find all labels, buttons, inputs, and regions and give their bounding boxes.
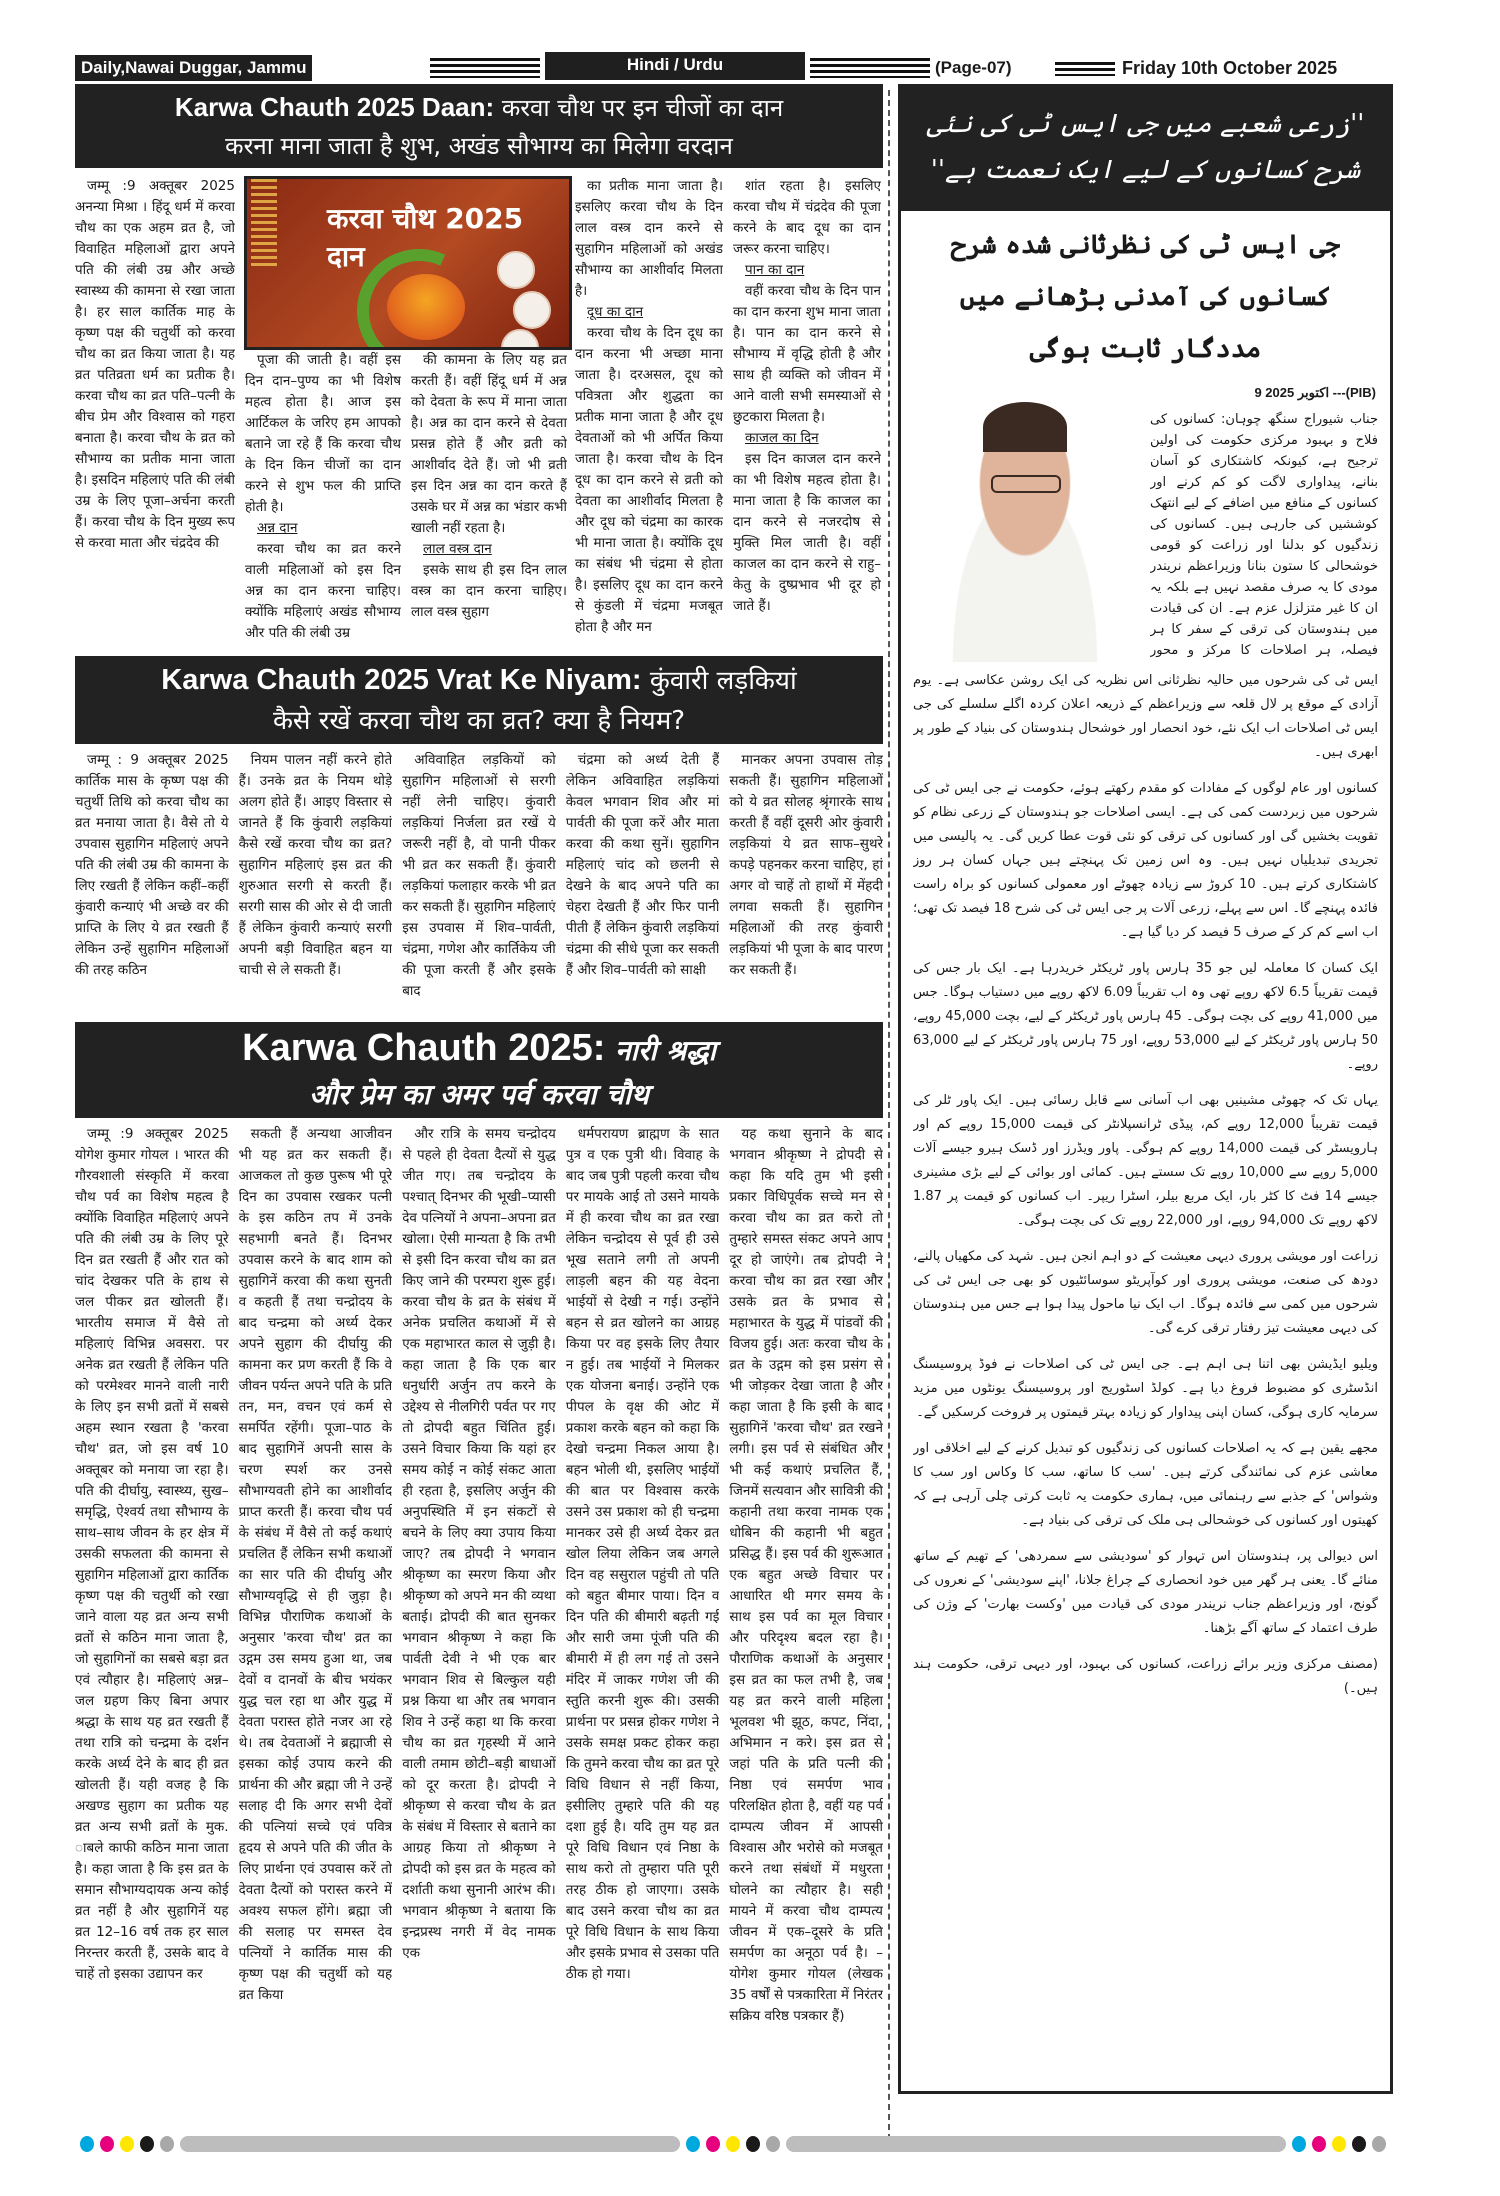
article1-columns-4-5 — [575, 176, 881, 646]
article1-column-1 — [75, 176, 235, 646]
article1-column-4 — [575, 176, 723, 646]
article1-col2-text-b: करवा चौथ का व्रत करने वाली महिलाओं को इस दिन अन्न का दान करना चाहिए। क्योंकि महिलाएं अखंड सौभाग्य और पति की लंबी उम्र — [245, 541, 401, 641]
urdu-intro: جناب شیوراج سنگھ چوہان: کسانوں کی فلاح و بہبود مرکزی حکومت کی اولین ترجیح ہے، کیونکہ کاشتکاری کو آسان بنانے، پیداواری لاگت کو کم کرنے اور کسانوں کے منافع میں اضافے کے لیے انتھک کوششیں کی جارہی ہیں۔ کسانوں کی زندگیوں کو بدلنا اور زراعت کو قومی خوشحالی کا ستون بنانا وزیراعظم نریندر مودی کا یہ صرف مقصد نہیں ہے بلکہ یہ ان کا غیر متزلزل عزم ہے۔ ان کی قیادت میں ہندوستان کی ترقی کے سفر کا ہر فیصلہ، ہر اصلاحات کا مرکز و محور — [1150, 412, 1378, 658]
urdu-author-note: (مصنف مرکزی وزیر برائے زراعت، کسانوں کی بہبود، اور دیہی ترقی، حکومت ہند ہیں۔) — [913, 1657, 1378, 1696]
subheading-kajal-ka-din: काजल का दिन — [745, 430, 819, 446]
cyan-registration-mark — [80, 2136, 94, 2152]
yellow-registration-mark — [726, 2136, 740, 2152]
article1-col5-text: शांत रहता है। इसलिए करवा चौथ में चंद्रदेव की पूजा करने के बाद दूध का दान जरूर करना चाहिए। — [733, 178, 881, 257]
article1-col3-text: की कामना के लिए यह व्रत करती हैं। वहीं हिंदू धर्म में अन्न को देवता के रूप में माना जाता है। अन्न का दान करने से देवता प्रसन्न होते हैं और व्रती को आशीर्वाद देते हैं। जो भी व्रती इस दिन अन्न का दान करते हैं उसके घर में अन्न का भंडार कभी खाली नहीं रहता है। — [411, 352, 567, 536]
article3-column-1 — [75, 1124, 229, 2130]
article3-col2-text: सकती हैं अन्यथा आजीवन भी यह व्रत कर सकती हैं। आजकल तो कुछ पुरूष भी पूरे दिन का उपवास रखकर पत्नी के इस कठिन तप में उनके सहभागी बनते हैं। दिनभर उपवास करने के बाद शाम को सुहागिनें करवा की कथा सुनती व कहती हैं तथा चन्द्रोदय के बाद चन्द्रमा को अर्ध्य देकर अपने सुहाग की दीर्घायु की कामना कर प्रण करती हैं कि वे जीवन पर्यन्त अपने पति के प्रति तन, मन, वचन एवं कर्म से समर्पित रहेंगी। पूजा–पाठ के बाद सुहागिनें अपनी सास के चरण स्पर्श कर उनसे सौभाग्यवती होने का आशीर्वाद प्राप्त करती हैं। करवा चौथ पर्व के संबंध में वैसे तो कई कथाएं प्रचलित हैं लेकिन सभी कथाओं का सार पति की दीर्घायु और सौभाग्यवृद्धि से ही जुड़ा है। विभिन्न पौराणिक कथाओं के अनुसार 'करवा चौथ' व्रत का उद्गम उस समय हुआ था, जब देवों व दानवों के बीच भयंकर युद्ध चल रहा था और युद्ध में देवता परास्त होते नजर आ रहे थे। तब देवताओं ने ब्रह्माजी से इसका कोई उपाय करने की प्रार्थना की और ब्रह्मा जी ने उन्हें सलाह दी कि अगर सभी देवों की पत्नियां सच्चे एवं पवित्र हृदय से अपने पति की जीत के लिए प्रार्थना एवं उपवास करें तो देवता दैत्यों को परास्त करने में अवश्य सफल होंगे। ब्रह्मा जी की सलाह पर समस्त देव पत्नियों ने कार्तिक मास की कृष्ण पक्ष की चतुर्थी को यह व्रत किया — [238, 1126, 393, 2003]
article3-col4-text: धर्मपरायण ब्राह्मण के सात पुत्र व एक पुत्री थी। विवाह के बाद जब पुत्री पहली करवा चौथ पर मायके आई तो उसने मायके में ही करवा चौथ का व्रत रखा लेकिन चन्द्रोदय से पूर्व ही उसे भूख सताने लगी तो अपनी लाड़ली बहन की यह वेदना भाईयों से देखी न गई। उन्होंने बहन से व्रत खोलने का आग्रह किया पर वह इसके लिए तैयार न हुई। तब भाईयों ने मिलकर एक योजना बनाई। उन्होंने एक पीपल के वृक्ष की ओट में प्रकाश करके बहन को कहा कि देखो चन्द्रमा निकल आया है। बहन भोली थी, इसलिए भाईयों की बात पर विश्वास करके उसने उस प्रकाश को ही चन्द्रमा मानकर उसे ही अर्ध्य देकर व्रत खोल लिया लेकिन जब अगले दिन वह ससुराल पहुंची तो पति को बहुत बीमार पाया। दिन व दिन पति की बीमारी बढ़ती गई और सारी जमा पूंजी पति की बीमारी में ही लग गई तो उसने मंदिर में जाकर गणेश जी की स्तुति करनी शुरू की। उसकी प्रार्थना पर प्रसन्न होकर गणेश ने उसके समक्ष प्रकट होकर कहा कि तुमने करवा चौथ का व्रत पूरे विधि विधान से नहीं किया, इसीलिए तुम्हारे पति की यह दशा हुई है। यदि तुम यह व्रत पूरे विधि विधान एवं निष्ठा के साथ करो तो तुम्हारा पति पूरी तरह ठीक हो जाएगा। उसके बाद उसने करवा चौथ का व्रत पूरे विधि विधान के साथ किया और इसके प्रभाव से उसका पति ठीक हो गया। — [565, 1126, 720, 1982]
article3-col5-text: यह कथा सुनाने के बाद भगवान श्रीकृष्ण ने द्रोपदी से कहा कि यदि तुम भी इसी प्रकार विधिपूर्वक सच्चे मन से करवा चौथ का व्रत करो तो तुम्हारे समस्त संकट अपने आप दूर हो जाएंगे। तब द्रोपदी ने करवा चौथ का व्रत रखा और उसके व्रत के प्रभाव से महाभारत के युद्ध में पांडवों की विजय हुई। अतः करवा चौथ के व्रत के उद्गम को इस प्रसंग से भी जोड़कर देखा जाता है और कहा जाता है कि इसी के बाद सुहागिनें 'करवा चौथ' व्रत रखने लगी। इस पर्व से संबंधित और भी कई कथाएं प्रचलित हैं, जिनमें सत्यवान और सावित्री की कहानी तथा करवा नामक एक धोबिन की कहानी भी बहुत प्रसिद्ध हैं। इस पर्व की शुरूआत एक बहुत अच्छे विचार पर आधारित थी मगर समय के साथ इस पर्व का मूल विचार और परिदृश्य बदल रहा है। पौराणिक कथाओं के अनुसार इस व्रत का फल तभी है, जब यह व्रत करने वाली महिला भूलवश भी झूठ, कपट, निंदा, अभिमान न करे। इस व्रत से जहां पति के प्रति पत्नी की निष्ठा एवं समर्पण भाव परिलक्षित होता है, वहीं यह पर्व दाम्पत्य जीवन में आपसी विश्वास और भरोसे को मजबूत करने तथा संबंधों में मधुरता घोलने का त्यौहार है। सही मायने में करवा चौथ दाम्पत्य जीवन में एक–दूसरे के प्रति समर्पण का अनूठा पर्व है। – योगेश कुमार गोयल (लेखक 35 वर्षों से पत्रकारिता में निरंतर सक्रिय वरिष्ठ पत्रकार हैं) — [729, 1126, 883, 2024]
urdu-headline: ''زرعی شعبے میں جی ایس ٹی کی نئی شرح کسانوں کے لیے ایک نعمت ہے'' — [901, 87, 1390, 211]
article1-col2-text: पूजा की जाती है। वहीं इस दिन दान–पुण्य का भी विशेष महत्व होता है। आज इस आर्टिकल के जरिए हम आपको बताने जा रहे हैं कि करवा चौथ के दिन किन चीजों का दान करने से शुभ फल की प्राप्ति होती है। — [245, 352, 401, 515]
magenta-registration-mark — [100, 2136, 114, 2152]
gift-item-circle — [501, 329, 539, 350]
black-registration-mark — [140, 2136, 154, 2152]
article1-headline-en: Karwa Chauth 2025 Daan: — [174, 92, 495, 122]
registration-grey-bar — [786, 2136, 1286, 2152]
column-divider — [888, 90, 890, 2140]
article3-col3-text: और रात्रि के समय चन्द्रोदय से पहले ही देवता दैत्यों से युद्ध जीत गए। तब चन्द्रोदय के पश्चात् दिनभर की भूखी–प्यासी देव पत्नियों ने अपना–अपना व्रत खोला। ऐसी मान्यता है कि तभी से इसी दिन करवा चौथ का व्रत किए जाने की परम्परा शुरू हुई। करवा चौथ के व्रत के संबंध में अनेक प्रचलित कथाओं में से एक महाभारत काल से जुड़ी है। कहा जाता है कि एक बार धनुर्धारी अर्जुन तप करने के उद्देश्य से नीलगिरी पर्वत पर गए तो द्रोपदी बहुत चिंतित हुई। उसने विचार किया कि यहां हर समय कोई न कोई संकट आता ही रहता है, इसलिए अर्जुन की अनुपस्थिति में इन संकटों से बचने के लिए क्या उपाय किया जाए? तब द्रोपदी ने भगवान श्रीकृष्ण का स्मरण किया और श्रीकृष्ण को अपने मन की व्यथा बताई। द्रोपदी की बात सुनकर भगवान श्रीकृष्ण ने कहा कि पार्वती देवी ने भी एक बार भगवान शिव से बिल्कुल यही प्रश्न किया था और तब भगवान शिव ने उन्हें कहा था कि करवा चौथ का व्रत गृहस्थी में आने वाली तमाम छोटी–बड़ी बाधाओं को दूर करता है। द्रोपदी ने श्रीकृष्ण से करवा चौथ के व्रत के संबंध में विस्तार से बताने का आग्रह किया तो श्रीकृष्ण ने द्रोपदी को इस व्रत के महत्व को दर्शाती कथा सुनानी आरंभ की। भगवान श्रीकृष्ण ने बताया कि इन्द्रप्रस्थ नगरी में वेद नामक एक — [402, 1126, 556, 1961]
yellow-registration-mark — [120, 2136, 134, 2152]
portrait-glasses — [991, 475, 1061, 493]
issue-date: Friday 10th October 2025 — [1122, 58, 1338, 78]
article2-body — [75, 750, 883, 1015]
article3-column-2 — [239, 1124, 393, 2130]
print-registration-bar — [80, 2136, 1500, 2152]
article2-headline-en: Karwa Chauth 2025 Vrat Ke Niyam: — [161, 664, 642, 696]
article1-col1-text: जम्मू :9 अक्तूबर 2025 अनन्या मिश्रा । हिंदू धर्म में करवा चौथ का एक अहम व्रत है, जो विवाहित महिलाओं द्वारा अपने पति की लंबी उम्र और अच्छे स्वास्थ्य की कामना से रखा जाता है। हर साल कार्तिक माह के कृष्ण पक्ष की चतुर्थी को करवा चौथ का व्रत किया जाता है। यह व्रत पतिव्रता धर्म का प्रतीक है। करवा चौथ का व्रत पति–पत्नी के बीच प्रेम और विश्वास को गहरा बनाता है। करवा चौथ के व्रत को सौभाग्य का प्रतीक माना जाता है। इसदिन महिलाएं पति की लंबी उम्र के लिए पूजा–अर्चना करती हैं। करवा चौथ के दिन मुख्य रूप से करवा माता और चंद्रदेव की — [75, 178, 235, 551]
black-registration-mark — [746, 2136, 760, 2152]
edition-label: Hindi / Urdu — [545, 52, 805, 80]
gift-item-circle — [497, 251, 535, 289]
subheading-laal-vastra-daan: लाल वस्त्र दान — [423, 541, 492, 557]
article2-headline — [75, 656, 883, 744]
article2-column-2 — [239, 750, 393, 1015]
urdu-paragraph: یہاں تک کہ چھوٹی مشینیں بھی اب آسانی سے قابل رسائی ہیں۔ ایک پاور ٹلر کی قیمت تقریباً 12,000 روپے کم، پیڈی ٹرانسپلانٹر کی قیمت 15,000 روپے کم اور ہارویسٹر کی قیمت 14,000 روپے کم ہوگی۔ پاور ویڈرز اور ڈسک ہیرو جیسے آلات 5,000 روپے سے 10,000 روپے تک سستے ہیں۔ کمائی اور بوائی کے لیے بڑی مشینری جیسے 14 فٹ کا کٹر بار، ایک مربع بیلر، اسٹرا ریپر۔ اب کسانوں کو قیمت پر 1.87 لاکھ روپے تک 94,000 روپے، اور 22,000 روپے تک کی بچت ہوگی۔ — [913, 1093, 1378, 1228]
article1-col5-text-b: वहीं करवा चौथ के दिन पान का दान करना शुभ माना जाता है। पान का दान करने से सौभाग्य में वृद्धि होती है और साथ ही व्यक्ति को जीवन में आने वाली सभी समस्याओं से छुटकारा मिलता है। — [733, 283, 881, 425]
article3-headline-hi-2: और प्रेम का अमर पर्व करवा चौथ — [309, 1078, 649, 1111]
urdu-subheadline: جی ایس ٹی کی نظرثانی شدہ شرح کسانوں کی آمدنی بڑھانے میں مددگار ثابت ہوگی — [950, 230, 1341, 364]
urdu-paragraph: اس دیوالی پر، ہندوستان اس تہوار کو 'سودیشی سے سمردھی' کے تھیم کے ساتھ منائے گا۔ یعنی ہر گھر میں خود انحصاری کے چراغ جلانا، 'اپنے سودیشی' کے نعروں کی گونج، اور وزیراعظم جناب نریندر مودی کی قیادت میں 'وکست بھارت' کے وژن کی طرف اعتماد کے ساتھ آگے بڑھنا۔ — [913, 1549, 1378, 1636]
article2-column-1 — [75, 750, 229, 1015]
article3-headline-en: Karwa Chauth 2025: — [242, 1027, 606, 1069]
article1-column-3 — [411, 350, 567, 650]
article2-headline-hi-2: कैसे रखें करवा चौथ का व्रत? क्या है नियम? — [272, 706, 686, 736]
grey-registration-mark — [1372, 2136, 1386, 2152]
portrait-hair — [983, 402, 1067, 452]
article2-headline-hi-1: कुंवारी लड़कियां — [649, 666, 797, 696]
article1-col4-text-b: करवा चौथ के दिन दूध का दान करना भी अच्छा माना जाता है। दरअसल, दूध को पवित्रता और शुद्धता का प्रतीक माना जाता है और दूध देवताओं को भी अर्पित किया जाता है। करवा चौथ के दिन दूध का दान करने से व्रती को देवता का आशीर्वाद मिलता है और दूध को चंद्रमा का कारक भी माना जाता है। क्योंकि दूध का संबंध भी चंद्रमा से होता है। इसलिए दूध का दान करने से कुंडली में चंद्रमा मजबूत होता है और मन — [575, 325, 723, 635]
article2-col4-text: चंद्रमा को अर्ध्य देती हैं लेकिन अविवाहित लड़कियां केवल भगवान शिव और मां पार्वती की पूजा करें और माता करवा की कथा सुनें। सुहागिन महिलाएं चांद को छलनी से देखने के बाद अपने पति का चेहरा देखती हैं और फिर पानी पीती हैं लेकिन कुंवारी लड़कियां चंद्रमा की सीधे पूजा कर सकती हैं और शिव–पार्वती को साक्षी — [565, 752, 720, 978]
article1-col5-text-c: इस दिन काजल दान करने का भी विशेष महत्व होता है। माना जाता है कि काजल का दान करने से नजरदोष से मुक्ति मिल जाती है। वहीं काजल का दान करने से राहु–केतु के दुष्प्रभाव भी दूर हो जाते हैं। — [733, 451, 881, 614]
article1-headline-hi-1: करवा चौथ पर इन चीजों का दान — [501, 94, 784, 122]
karwa-pot-illustration — [387, 274, 465, 340]
urdu-body — [913, 669, 1378, 2083]
article2-col1-text: जम्मू : 9 अक्तूबर 2025 कार्तिक मास के कृष्ण पक्ष की चतुर्थी तिथि को करवा चौथ का व्रत मनाया जाता है। वैसे तो ये उपवास सुहागिन महिलाएं अपने पति की लंबी उम्र की कामना के लिए रखती हैं लेकिन कहीं–कहीं कुंवारी कन्याएं भी अच्छे वर की प्राप्ति के लिए ये व्रत रखती हैं लेकिन उन्हें सुहागिन महिलाओं की तरह कठिन — [75, 752, 229, 978]
urdu-article-panel — [898, 84, 1393, 2094]
black-registration-mark — [1352, 2136, 1366, 2152]
magenta-registration-mark — [1312, 2136, 1326, 2152]
urdu-paragraph: ویلیو ایڈیشن بھی اتنا ہی اہم ہے۔ جی ایس ٹی کی اصلاحات نے فوڈ پروسیسنگ انڈسٹری کو مضبوط فروغ دیا ہے۔ کولڈ اسٹوریج اور پروسیسنگ یونٹوں میں مزید سرمایہ کاری ہوگی، کسان اپنی پیداوار کو زیادہ بہتر قیمتوں پر فروخت کرسکیں گے۔ — [913, 1357, 1378, 1420]
article3-headline-hi-1: नारी श्रद्धा — [615, 1034, 716, 1067]
masthead-rule — [1055, 62, 1115, 76]
grey-registration-mark — [766, 2136, 780, 2152]
urdu-dateline: 9 اکتوبر 2025 ---(PIB) — [1254, 385, 1376, 400]
string-lights-decoration — [251, 179, 277, 269]
grey-registration-mark — [160, 2136, 174, 2152]
article2-column-5 — [729, 750, 883, 1015]
article2-column-4 — [566, 750, 720, 1015]
article1-columns-2-3 — [245, 350, 567, 650]
gift-item-circle — [513, 291, 551, 329]
urdu-paragraph: کسانوں اور عام لوگوں کے مفادات کو مقدم رکھتے ہوئے، حکومت نے جی ایس ٹی کی شرحوں میں زبردست کمی کی ہے۔ ایسی اصلاحات جو ہندوستان کے زرعی نظام کو تقویت بخشیں گی اور کسانوں کی ترقی کو نئی قوت عطا کریں گی۔ یہ پالیسی میں تجریدی تبدیلیاں نہیں ہیں۔ وہ اس زمین تک پہنچتے ہیں جہاں کسان ہر روز کاشتکاری کرتے ہیں۔ 10 کروڑ سے زیادہ چھوٹے اور معمولی کسانوں کو براہ راست فائدہ پہنچے گا۔ اس سے پہلے، زرعی آلات پر جی ایس ٹی کی شرح 18 فیصد تک تھی؛ اب اسے کم کر کے صرف 5 فیصد کر دیا گیا ہے۔ — [913, 781, 1378, 940]
urdu-paragraph: زراعت اور مویشی پروری دیہی معیشت کے دو اہم انجن ہیں۔ شہد کی مکھیاں پالنے، دودھ کی صنعت، مویشی پروری اور کوآپریٹو سوسائٹیوں کو بھی جی ایس ٹی کی شرحوں میں کمی سے فائدہ ہوگا۔ اب ایک نیا ماحول پیدا ہوا ہے جس میں ہندوستان کی دیہی معیشت تیز رفتار ترقی کرے گی۔ — [913, 1249, 1378, 1336]
article3-body — [75, 1124, 883, 2130]
article2-col3-text: अविवाहित लड़कियों को सुहागिन महिलाओं से सरगी नहीं लेनी चाहिए। कुंवारी लड़कियां निर्जला व्रत रखें ये जरूरी नहीं है, वो पानी पीकर भी व्रत कर सकती हैं। कुंवारी लड़कियां फलाहार करके भी व्रत कर सकती हैं। सुहागिन महिलाएं इस उपवास में शिव–पार्वती, चंद्रमा, गणेश और कार्तिकेय जी की पूजा करती हैं और इसके बाद — [402, 752, 556, 999]
article1-headline-hi-2: करना माना जाता है शुभ, अखंड सौभाग्य का मिलेगा वरदान — [225, 132, 733, 160]
image-title: करवा चौथ 2025 दान — [327, 202, 524, 273]
article1-column-2 — [245, 350, 401, 650]
urdu-paragraph: ایس ٹی کی شرحوں میں حالیہ نظرثانی اس نظریہ کی ایک روشن عکاسی ہے۔ یوم آزادی کے موقع پر لال قلعہ سے وزیراعظم کے ذریعہ اعلان کردہ اگلے سلسلے کی جی ایس ٹی اصلاحات اب ایک نئے، خود انحصار اور خوشحال ہندوستان کی بنیاد کے طور پر ابھری ہیں۔ — [913, 673, 1378, 760]
cyan-registration-mark — [686, 2136, 700, 2152]
article1-headline — [75, 84, 883, 168]
subheading-doodh-ka-daan: दूध का दान — [587, 304, 644, 320]
masthead-rule — [810, 58, 930, 78]
paper-name: Daily,Nawai Duggar, Jammu — [75, 55, 312, 81]
article3-col1-text: जम्मू :9 अक्तूबर 2025 योगेश कुमार गोयल । भारत की गौरवशाली संस्कृति में करवा चौथ पर्व का विशेष महत्व है क्योंकि विवाहित महिलाएं अपने पति की लंबी उम्र के लिए पूरे दिन व्रत रखती हैं और रात को चांद देखकर पति के हाथ से जल पीकर व्रत खोलती हैं। भारतीय समाज में वैसे तो महिलाएं विभिन्न अवसरा. पर अनेक व्रत रखती हैं लेकिन पति को परमेश्वर मानने वाली नारी के लिए इन सभी व्रतों में सबसे अहम स्थान रखता है 'करवा चौथ' व्रत, जो इस वर्ष 10 अक्तूबर को मनाया जा रहा है। पति की दीर्घायु, स्वास्थ्य, सुख–समृद्धि, ऐश्वर्य तथा सौभाग्य के साथ–साथ जीवन के हर क्षेत्र में उसकी सफलता की कामना से सुहागिन महिलाओं द्वारा कार्तिक कृष्ण पक्ष की चतुर्थी को रखा जाने वाला यह व्रत अन्य सभी व्रतों से कठिन माना जाता है, जो सुहागिनों का सबसे बड़ा व्रत एवं त्यौहार है। महिलाएं अन्न–जल ग्रहण किए बिना अपार श्रद्धा के साथ यह व्रत रखती हैं तथा रात्रि को चन्द्रमा के दर्शन करके अर्ध्य देने के बाद ही व्रत खोलती हैं। यही वजह है कि अखण्ड सुहाग का प्रतीक यह व्रत अन्य सभी व्रतों के मुक. ाबले काफी कठिन माना जाता है। कहा जाता है कि इस व्रत के समान सौभाग्यदायक अन्य कोई व्रत नहीं है और सुहागिनें यह व्रत 12–16 वर्ष तक हर साल निरन्तर करती हैं, उसके बाद वे चाहें तो इसका उद्यापन कर — [75, 1126, 229, 1982]
subheading-anna-daan: अन्न दान — [257, 520, 298, 536]
urdu-paragraph: مجھے یقین ہے کہ یہ اصلاحات کسانوں کی زندگیوں کو تبدیل کرنے کے لیے اخلاقی اور معاشی عزم کی نمائندگی کرتے ہیں۔ 'سب کا ساتھ، سب کا وکاس اور سب کا وشواس' کے جذبے سے رہنمائی میں، ہماری حکومت یہ ثابت کرتی چلی آرہی ہے کہ کھیتوں اور کسانوں کی خوشحالی ہی ملک کی ترقی کی بنیاد ہے۔ — [913, 1441, 1378, 1528]
article3-column-5 — [729, 1124, 883, 2130]
article1-column-5 — [733, 176, 881, 646]
article3-headline — [75, 1022, 883, 1118]
article2-col5-text: मानकर अपना उपवास तोड़ सकती हैं। सुहागिन महिलाओं को ये व्रत सोलह श्रृंगारके साथ करती हैं वहीं दूसरी ओर कुंवारी लड़कियां ये व्रत साफ–सुथरे कपड़े पहनकर करना चाहिए, हां अगर वो चाहें तो हाथों में मेंहदी लगवा सकती हैं। सुहागिन महिलाओं की तरह कुंवारी लड़कियां भी पूजा के बाद पारण कर सकती हैं। — [729, 752, 883, 978]
magenta-registration-mark — [706, 2136, 720, 2152]
article2-column-3 — [402, 750, 556, 1015]
article1-col3-text-b: इसके साथ ही इस दिन लाल वस्त्र का दान करना चाहिए। लाल वस्त्र सुहाग — [411, 562, 567, 620]
subheading-paan-ka-daan: पान का दान — [745, 262, 805, 278]
yellow-registration-mark — [1332, 2136, 1346, 2152]
article2-col2-text: नियम पालन नहीं करने होते हैं। उनके व्रत के नियम थोड़े अलग होते हैं। आइए विस्तार से जानते हैं कि कुंवारी लड़कियां कैसे रखें करवा चौथ का व्रत? सुहागिन महिलाएं इस व्रत की शुरुआत सरगी से करती हैं। सरगी सास की ओर से दी जाती हैं लेकिन कुंवारी कन्याएं सरगी अपनी बड़ी विवाहित बहन या चाची से ले सकती हैं। — [238, 752, 393, 978]
article3-column-4 — [566, 1124, 720, 2130]
masthead-rule — [430, 58, 540, 78]
article1-col4-text: का प्रतीक माना जाता है। इसलिए करवा चौथ के दिन लाल वस्त्र दान करने से सुहागिन महिलाओं को अखंड सौभाग्य का आशीर्वाद मिलता है। — [575, 178, 723, 299]
registration-grey-bar — [180, 2136, 680, 2152]
article3-column-3 — [402, 1124, 556, 2130]
karwa-chauth-daan-image — [244, 176, 572, 350]
cyan-registration-mark — [1292, 2136, 1306, 2152]
urdu-paragraph: ایک کسان کا معاملہ لیں جو 35 ہارس پاور ٹریکٹر خریدرہا ہے۔ ایک بار جس کی قیمت تقریباً 6.5 لاکھ روپے تھی وہ اب تقریباً 6.09 لاکھ روپے میں دستیاب ہوگا۔ جس میں 41,000 روپے کی بچت ہوگی۔ 45 ہارس پاور ٹریکٹر کے لیے، بچت 45,000 روپے، 50 ہارس پاور ٹریکٹر کے لیے 53,000 روپے، اور 75 ہارس پاور ٹریکٹر کے لیے 63,000 روپے۔ — [913, 961, 1378, 1072]
page-number: (Page-07) — [935, 58, 1012, 77]
minister-portrait-photo — [913, 387, 1137, 662]
